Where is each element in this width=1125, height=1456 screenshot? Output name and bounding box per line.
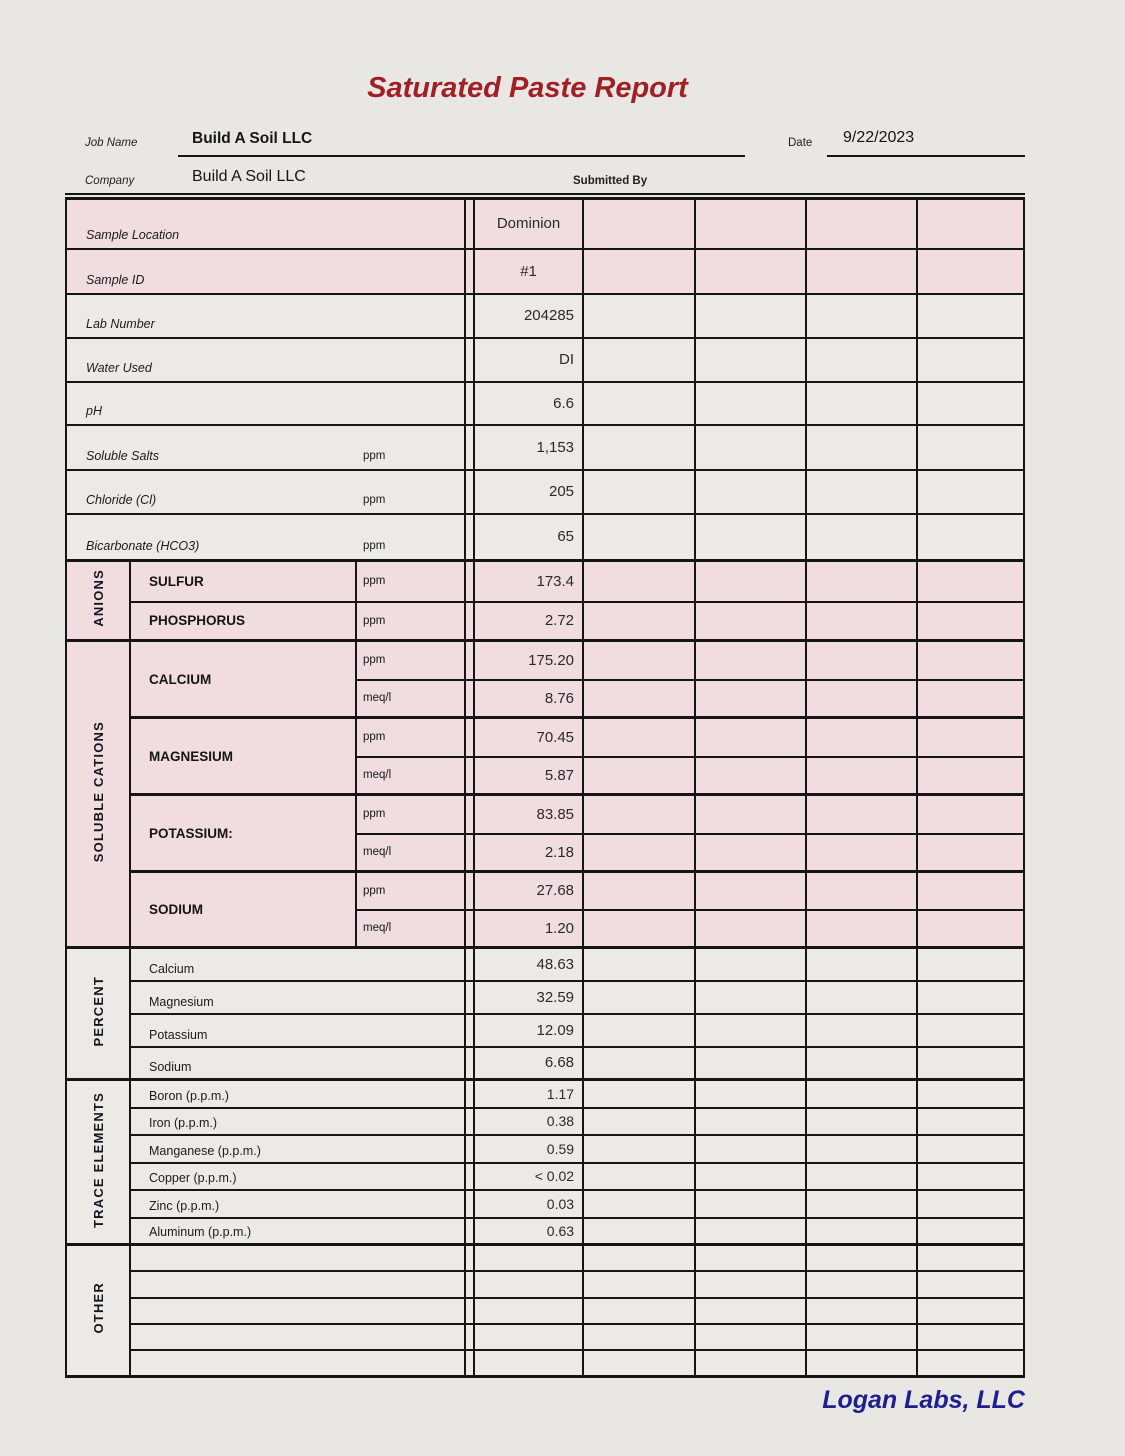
row-label: Sample Location (86, 227, 180, 242)
separator-cell (465, 1047, 474, 1080)
empty-value-cell (695, 834, 806, 872)
empty-value-cell (583, 1350, 695, 1377)
empty-value-cell (806, 338, 917, 382)
value-cell: #1 (474, 249, 583, 294)
value-cell: 205 (474, 470, 583, 514)
separator-cell (465, 294, 474, 338)
unit-cell: ppm (356, 872, 465, 910)
empty-value-cell (695, 1014, 806, 1047)
value-cell: 27.68 (474, 872, 583, 910)
company-value: Build A Soil LLC (192, 168, 306, 185)
row-unit: ppm (363, 540, 386, 552)
value-cell: 1.20 (474, 910, 583, 948)
empty-value-cell (917, 1350, 1024, 1377)
row-label-cell (66, 514, 465, 561)
value-cell: 0.03 (474, 1190, 583, 1218)
empty-value-cell (695, 1047, 806, 1080)
empty-value-cell (583, 757, 695, 795)
analyte-name: Magnesium (130, 981, 465, 1014)
unit-cell: ppm (356, 641, 465, 680)
value-cell: 32.59 (474, 981, 583, 1014)
value-cell: 65 (474, 514, 583, 561)
row-magnesium-ppm (66, 718, 1024, 757)
row-label-cell (66, 199, 465, 249)
row-label: Chloride (Cl) (86, 492, 157, 507)
row-calcium-ppm (66, 641, 1024, 680)
empty-value-cell (695, 680, 806, 718)
separator-cell (465, 1271, 474, 1298)
empty-value-cell (583, 514, 695, 561)
job-name-label: Job Name (85, 137, 138, 149)
row-copper (66, 1163, 1024, 1190)
row-other-5 (66, 1350, 1024, 1377)
value-cell: Dominion (474, 199, 583, 249)
unit-cell: ppm (356, 561, 465, 602)
empty-value-cell (583, 795, 695, 834)
row-label: Lab Number (86, 316, 155, 331)
row-label-cell (66, 338, 465, 382)
empty-value-cell (583, 641, 695, 680)
row-label: Sample ID (86, 272, 145, 287)
empty-name-cell (130, 1245, 465, 1271)
empty-name-cell (130, 1271, 465, 1298)
empty-value-cell (474, 1271, 583, 1298)
empty-value-cell (695, 338, 806, 382)
row-label-cell (66, 294, 465, 338)
unit-cell: ppm (356, 795, 465, 834)
section-label-percent: PERCENT (66, 948, 130, 1080)
analyte-name: Iron (p.p.m.) (130, 1108, 465, 1135)
value-cell: 173.4 (474, 561, 583, 602)
empty-value-cell (474, 1245, 583, 1271)
row-potassium-ppm (66, 795, 1024, 834)
empty-value-cell (583, 1163, 695, 1190)
value-cell: 48.63 (474, 948, 583, 981)
value-cell: 83.85 (474, 795, 583, 834)
value-cell: 6.68 (474, 1047, 583, 1080)
analyte-name: Potassium (130, 1014, 465, 1047)
empty-value-cell (583, 1298, 695, 1324)
row-sodium-ppm (66, 872, 1024, 910)
value-cell: 8.76 (474, 680, 583, 718)
separator-cell (465, 249, 474, 294)
empty-value-cell (806, 641, 917, 680)
empty-name-cell (130, 1324, 465, 1350)
job-name-value: Build A Soil LLC (192, 130, 313, 147)
empty-value-cell (806, 1324, 917, 1350)
row-sample-location (66, 199, 1024, 249)
empty-value-cell (917, 680, 1024, 718)
row-sulfur (66, 561, 1024, 602)
row-label-cell (66, 425, 465, 470)
analyte-name: Manganese (p.p.m.) (130, 1135, 465, 1163)
empty-value-cell (806, 199, 917, 249)
empty-value-cell (474, 1298, 583, 1324)
empty-value-cell (917, 514, 1024, 561)
empty-value-cell (917, 1245, 1024, 1271)
empty-value-cell (806, 602, 917, 641)
date-underline (827, 155, 1025, 157)
row-sample-id (66, 249, 1024, 294)
empty-value-cell (583, 425, 695, 470)
separator-cell (465, 338, 474, 382)
empty-value-cell (917, 1080, 1024, 1108)
row-label: Bicarbonate (HCO3) (86, 539, 200, 553)
date-label: Date (788, 137, 813, 149)
empty-value-cell (695, 1218, 806, 1245)
empty-value-cell (695, 294, 806, 338)
empty-value-cell (917, 834, 1024, 872)
value-cell: 6.6 (474, 382, 583, 425)
analyte-name: POTASSIUM: (130, 795, 356, 872)
empty-value-cell (583, 680, 695, 718)
analyte-name: Aluminum (p.p.m.) (130, 1218, 465, 1245)
empty-value-cell (474, 1350, 583, 1377)
empty-value-cell (917, 470, 1024, 514)
empty-value-cell (695, 1350, 806, 1377)
empty-value-cell (917, 1163, 1024, 1190)
value-cell: 12.09 (474, 1014, 583, 1047)
empty-value-cell (474, 1324, 583, 1350)
separator-cell (465, 1108, 474, 1135)
empty-value-cell (917, 602, 1024, 641)
empty-value-cell (917, 1218, 1024, 1245)
row-manganese (66, 1135, 1024, 1163)
job-name-underline (178, 155, 745, 157)
analyte-name: Zinc (p.p.m.) (130, 1190, 465, 1218)
empty-value-cell (806, 1047, 917, 1080)
separator-cell (465, 1218, 474, 1245)
empty-value-cell (695, 757, 806, 795)
row-zinc (66, 1190, 1024, 1218)
separator-cell (465, 1190, 474, 1218)
analyte-name: SODIUM (130, 872, 356, 948)
row-label: Soluble Salts (86, 448, 159, 463)
empty-value-cell (917, 641, 1024, 680)
row-ph (66, 382, 1024, 425)
row-unit: ppm (363, 449, 386, 462)
row-unit: ppm (363, 493, 386, 506)
empty-value-cell (917, 1324, 1024, 1350)
empty-value-cell (583, 561, 695, 602)
value-cell: 175.20 (474, 641, 583, 680)
empty-value-cell (917, 249, 1024, 294)
separator-cell (465, 795, 474, 834)
value-cell: 0.59 (474, 1135, 583, 1163)
empty-value-cell (583, 1108, 695, 1135)
separator-cell (465, 641, 474, 680)
empty-value-cell (695, 1324, 806, 1350)
empty-value-cell (695, 470, 806, 514)
separator-cell (465, 680, 474, 718)
analyte-name: Sodium (130, 1047, 465, 1080)
analyte-name: CALCIUM (130, 641, 356, 718)
unit-cell: meq/l (356, 910, 465, 948)
empty-value-cell (806, 1014, 917, 1047)
value-cell: 5.87 (474, 757, 583, 795)
row-other-3 (66, 1298, 1024, 1324)
value-cell: 1.17 (474, 1080, 583, 1108)
value-cell: 2.18 (474, 834, 583, 872)
empty-value-cell (806, 872, 917, 910)
empty-value-cell (583, 338, 695, 382)
value-cell: 70.45 (474, 718, 583, 757)
row-percent-potassium (66, 1014, 1024, 1047)
empty-value-cell (695, 425, 806, 470)
empty-value-cell (917, 1135, 1024, 1163)
section-label-trace-elements: TRACE ELEMENTS (66, 1080, 130, 1245)
empty-value-cell (806, 1245, 917, 1271)
empty-value-cell (695, 1298, 806, 1324)
separator-cell (465, 948, 474, 981)
empty-value-cell (806, 948, 917, 981)
empty-value-cell (583, 834, 695, 872)
row-percent-calcium (66, 948, 1024, 981)
separator-cell (465, 199, 474, 249)
empty-name-cell (130, 1350, 465, 1377)
empty-value-cell (695, 1245, 806, 1271)
empty-value-cell (917, 1047, 1024, 1080)
empty-value-cell (917, 795, 1024, 834)
separator-cell (465, 602, 474, 641)
section-label-anions: ANIONS (66, 561, 130, 641)
empty-value-cell (806, 1298, 917, 1324)
empty-value-cell (806, 834, 917, 872)
empty-value-cell (917, 199, 1024, 249)
empty-value-cell (695, 1108, 806, 1135)
empty-value-cell (806, 795, 917, 834)
empty-value-cell (583, 1135, 695, 1163)
empty-value-cell (917, 718, 1024, 757)
empty-value-cell (917, 425, 1024, 470)
separator-cell (465, 834, 474, 872)
empty-value-cell (806, 382, 917, 425)
unit-cell: meq/l (356, 757, 465, 795)
empty-value-cell (583, 1271, 695, 1298)
unit-cell: meq/l (356, 834, 465, 872)
separator-cell (465, 872, 474, 910)
separator-cell (465, 757, 474, 795)
empty-value-cell (695, 910, 806, 948)
empty-value-cell (583, 872, 695, 910)
empty-value-cell (583, 718, 695, 757)
empty-value-cell (806, 1271, 917, 1298)
empty-value-cell (806, 981, 917, 1014)
separator-cell (465, 514, 474, 561)
row-percent-magnesium (66, 981, 1024, 1014)
row-other-2 (66, 1271, 1024, 1298)
separator-cell (465, 1163, 474, 1190)
empty-value-cell (806, 1190, 917, 1218)
separator-cell (465, 1298, 474, 1324)
row-lab-number (66, 294, 1024, 338)
analyte-name: SULFUR (130, 561, 356, 602)
unit-cell: ppm (356, 718, 465, 757)
empty-value-cell (806, 680, 917, 718)
empty-value-cell (917, 1108, 1024, 1135)
empty-value-cell (917, 1014, 1024, 1047)
empty-value-cell (695, 1271, 806, 1298)
company-label: Company (85, 175, 135, 187)
empty-value-cell (583, 1190, 695, 1218)
row-label-cell (66, 470, 465, 514)
empty-value-cell (806, 514, 917, 561)
row-bicarbonate (66, 514, 1024, 561)
row-percent-sodium (66, 1047, 1024, 1080)
row-label: Water Used (86, 360, 152, 375)
empty-value-cell (806, 910, 917, 948)
empty-value-cell (806, 1218, 917, 1245)
empty-value-cell (695, 641, 806, 680)
separator-cell (465, 1324, 474, 1350)
date-value: 9/22/2023 (843, 129, 915, 146)
value-cell: 204285 (474, 294, 583, 338)
separator-cell (465, 561, 474, 602)
lab-name: Logan Labs, LLC (822, 1386, 1025, 1414)
separator-cell (465, 470, 474, 514)
empty-value-cell (917, 338, 1024, 382)
empty-value-cell (695, 602, 806, 641)
row-water-used (66, 338, 1024, 382)
empty-value-cell (806, 470, 917, 514)
empty-value-cell (917, 872, 1024, 910)
separator-cell (465, 1245, 474, 1271)
row-label-cell (66, 382, 465, 425)
empty-value-cell (583, 382, 695, 425)
empty-value-cell (695, 948, 806, 981)
empty-value-cell (917, 1298, 1024, 1324)
empty-value-cell (583, 1014, 695, 1047)
empty-value-cell (695, 382, 806, 425)
row-iron (66, 1108, 1024, 1135)
analyte-name: MAGNESIUM (130, 718, 356, 795)
empty-value-cell (583, 1245, 695, 1271)
empty-value-cell (695, 249, 806, 294)
empty-value-cell (806, 757, 917, 795)
value-cell: < 0.02 (474, 1163, 583, 1190)
separator-cell (465, 1135, 474, 1163)
value-cell: 0.38 (474, 1108, 583, 1135)
empty-value-cell (806, 1163, 917, 1190)
analyte-name: Calcium (130, 948, 465, 981)
empty-value-cell (806, 294, 917, 338)
section-label-other: OTHER (66, 1245, 130, 1377)
row-label: pH (86, 403, 102, 418)
empty-value-cell (583, 948, 695, 981)
empty-value-cell (695, 1135, 806, 1163)
separator-cell (465, 1080, 474, 1108)
analyte-name: Copper (p.p.m.) (130, 1163, 465, 1190)
empty-value-cell (583, 249, 695, 294)
empty-value-cell (583, 1080, 695, 1108)
empty-value-cell (806, 249, 917, 294)
separator-cell (465, 718, 474, 757)
separator-cell (465, 425, 474, 470)
unit-cell: meq/l (356, 680, 465, 718)
row-other-4 (66, 1324, 1024, 1350)
submitted-by-label: Submitted By (573, 175, 648, 187)
empty-value-cell (806, 425, 917, 470)
empty-value-cell (806, 1108, 917, 1135)
row-aluminum (66, 1218, 1024, 1245)
row-chloride (66, 470, 1024, 514)
analyte-name: Boron (p.p.m.) (130, 1080, 465, 1108)
separator-cell (465, 981, 474, 1014)
empty-value-cell (695, 1190, 806, 1218)
value-cell: 0.63 (474, 1218, 583, 1245)
empty-value-cell (695, 1080, 806, 1108)
empty-value-cell (917, 948, 1024, 981)
empty-value-cell (583, 294, 695, 338)
row-phosphorus (66, 602, 1024, 641)
value-cell: DI (474, 338, 583, 382)
empty-value-cell (695, 561, 806, 602)
empty-value-cell (695, 1163, 806, 1190)
empty-value-cell (695, 718, 806, 757)
empty-value-cell (806, 1080, 917, 1108)
empty-value-cell (917, 981, 1024, 1014)
empty-value-cell (806, 561, 917, 602)
separator-cell (465, 1014, 474, 1047)
empty-value-cell (583, 981, 695, 1014)
empty-value-cell (583, 910, 695, 948)
empty-value-cell (583, 1218, 695, 1245)
separator-cell (465, 382, 474, 425)
row-soluble-salts (66, 425, 1024, 470)
empty-value-cell (583, 1047, 695, 1080)
row-label-cell (66, 249, 465, 294)
empty-value-cell (583, 199, 695, 249)
value-cell: 2.72 (474, 602, 583, 641)
empty-name-cell (130, 1298, 465, 1324)
empty-value-cell (583, 602, 695, 641)
empty-value-cell (695, 199, 806, 249)
value-cell: 1,153 (474, 425, 583, 470)
row-other-1 (66, 1245, 1024, 1271)
empty-value-cell (917, 757, 1024, 795)
empty-value-cell (917, 1271, 1024, 1298)
section-label-soluble-cations: SOLUBLE CATIONS (66, 641, 130, 948)
separator-cell (465, 910, 474, 948)
empty-value-cell (806, 1350, 917, 1377)
empty-value-cell (917, 910, 1024, 948)
empty-value-cell (917, 561, 1024, 602)
row-boron (66, 1080, 1024, 1108)
empty-value-cell (806, 718, 917, 757)
empty-value-cell (917, 1190, 1024, 1218)
analyte-name: PHOSPHORUS (130, 602, 356, 641)
empty-value-cell (695, 872, 806, 910)
empty-value-cell (806, 1135, 917, 1163)
empty-value-cell (695, 795, 806, 834)
empty-value-cell (583, 470, 695, 514)
report-title: Saturated Paste Report (367, 72, 688, 104)
empty-value-cell (917, 294, 1024, 338)
empty-value-cell (583, 1324, 695, 1350)
separator-cell (465, 1350, 474, 1377)
empty-value-cell (695, 981, 806, 1014)
empty-value-cell (695, 514, 806, 561)
empty-value-cell (917, 382, 1024, 425)
report-table (65, 193, 1025, 1378)
unit-cell: ppm (356, 602, 465, 641)
